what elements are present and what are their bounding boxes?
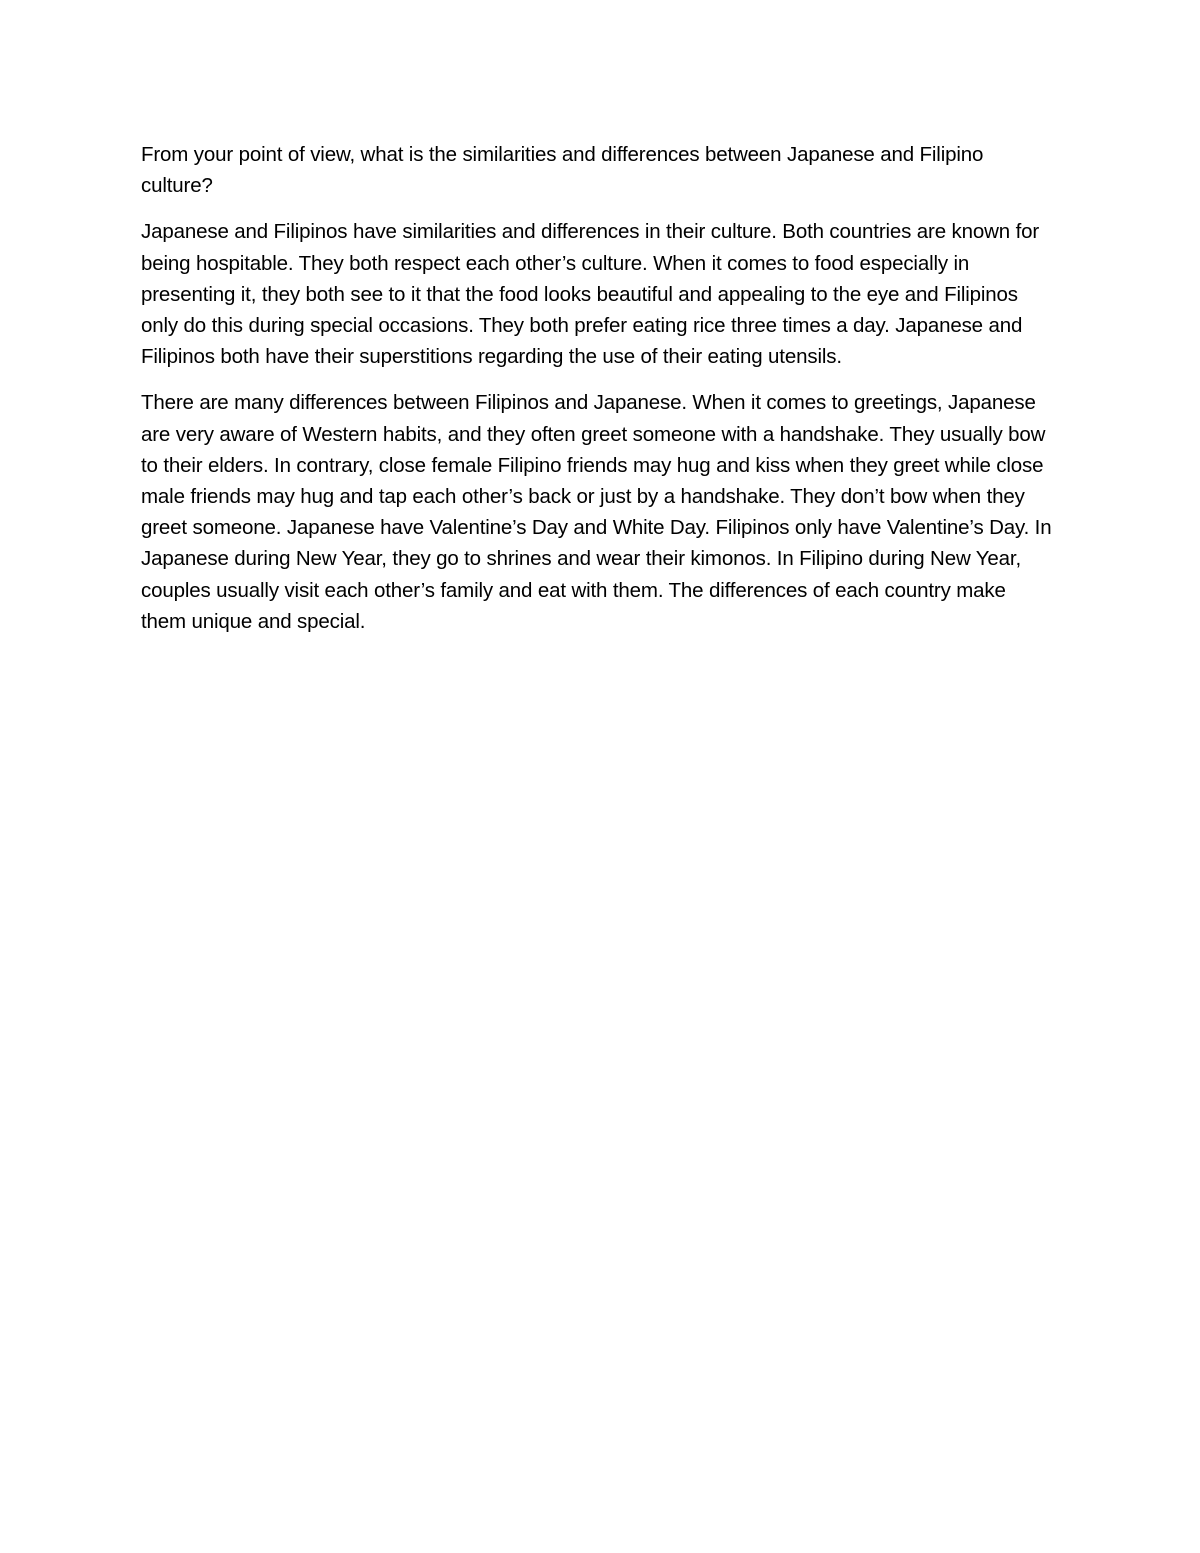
differences-paragraph: There are many differences between Filipinos and Japanese. When it comes to greetings, Japanese are very aware of Western habits, and they often greet someone with a handshake. They usually bow to their elders. In contrary, close female Filipino friends may hug and kiss when they greet while close male friends may hug and tap each other’s back or just by a handshake. They don’t bow when they greet someone. Japanese have Valentine’s Day and White Day. Filipinos only have Valentine’s Day. In Japanese during New Year, they go to shrines and wear their kimonos. In Filipino during New Year, couples usually visit each other’s family and eat with them. The differences of each country make them unique and special. [141, 391, 1052, 633]
question-paragraph: From your point of view, what is the similarities and differences between Japanese and Filipino culture? [141, 143, 984, 198]
document-body [141, 139, 1056, 652]
similarities-paragraph: Japanese and Filipinos have similarities and differences in their culture. Both countries are known for being hospitable. They both respect each other’s culture. When it comes to food especially in presenting it, they both see to it that the food looks beautiful and appealing to the eye and Filipinos only do this during special occasions. They both prefer eating rice three times a day. Japanese and Filipinos both have their superstitions regarding the use of their eating utensils. [141, 220, 1040, 369]
